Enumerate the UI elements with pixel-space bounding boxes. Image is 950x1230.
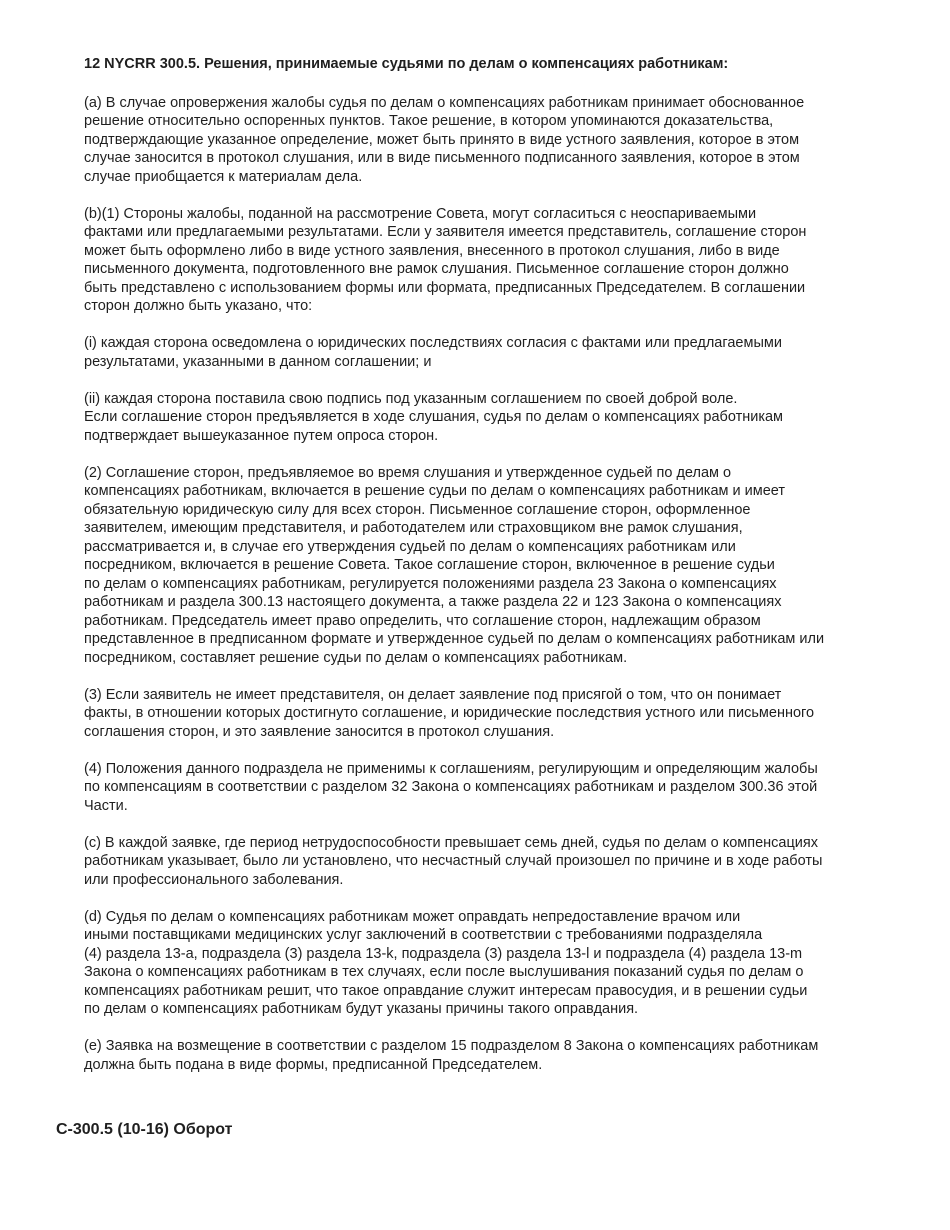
form-identifier: C-300.5 (10-16) Оборот <box>56 1121 233 1138</box>
paragraph-c <box>84 834 884 890</box>
paragraph-b3 <box>84 686 884 742</box>
paragraph-line: подтверждающие указанное определение, может быть принято в виде устного заявления, которое в этом <box>84 131 800 148</box>
paragraph-line: результатами, указанными в данном соглашении; и <box>84 353 432 370</box>
paragraph-line: (ii) каждая сторона поставила свою подпись под указанным соглашением по своей доброй воле. <box>84 390 738 407</box>
paragraph-line: (i) каждая сторона осведомлена о юридических последствиях согласия с фактами или предлагаемыми <box>84 335 782 351</box>
paragraph-line: по делам о компенсациях работникам будут указаны причины такого оправдания. <box>84 1001 639 1017</box>
paragraph-line: (a) В случае опровержения жалобы судья по делам о компенсациях работникам принимает обоснованное <box>84 94 805 111</box>
paragraph-line: подтверждает вышеуказанное путем опроса сторон. <box>84 427 439 444</box>
paragraph-line: рассматривается и, в случае его утверждения судьей по делам о компенсациях работникам или <box>84 538 736 555</box>
paragraph-line: случае приобщается к материалам дела. <box>84 168 363 185</box>
paragraph-line: факты, в отношении которых достигнуто соглашение, и юридические последствия устного или письменного <box>84 705 815 721</box>
paragraph-line: иными поставщиками медицинских услуг заключений в соответствии с требованиями подразделяла <box>84 927 763 943</box>
paragraph-line: посредником, составляет решение судьи по делам о компенсациях работникам. <box>84 649 628 666</box>
paragraph-line: обязательную юридическую силу для всех сторон. Письменное соглашение сторон, оформленное <box>84 501 751 518</box>
paragraph-line: (b)(1) Стороны жалобы, поданной на рассмотрение Совета, могут согласиться с неоспариваемыми <box>84 205 757 222</box>
paragraph-line: случае заносится в протокол слушания, или в виде письменного подписанного заявления, которое в этом <box>84 150 800 166</box>
paragraph-line: компенсациях работникам, включается в решение судьи по делам о компенсациях работникам и имеет <box>84 483 785 499</box>
paragraph-line: работникам указывает, было ли установлено, что несчастный случай произошел по причине и в ходе работы <box>84 853 823 869</box>
paragraph-line: (c) В каждой заявке, где период нетрудоспособности превышает семь дней, судья по делам о компенсациях <box>84 834 818 851</box>
paragraph-list <box>84 94 884 1075</box>
paragraph-b4 <box>84 760 884 816</box>
paragraph-line: Части. <box>84 797 128 814</box>
paragraph-line: по делам о компенсациях работникам, регулируется положениями раздела 23 Закона о компенсациях <box>84 575 777 592</box>
paragraph-line: письменного документа, подготовленного вне рамок слушания. Письменное соглашение сторон должно <box>84 261 789 277</box>
paragraph-line: или профессионального заболевания. <box>84 871 344 888</box>
paragraph-d <box>84 908 884 1019</box>
paragraph-b1-ii <box>84 390 884 446</box>
paragraph-line: (3) Если заявитель не имеет представителя, он делает заявление под присягой о том, что он понимает <box>84 686 782 703</box>
paragraph-b1 <box>84 205 884 316</box>
paragraph-line: (e) Заявка на возмещение в соответствии с разделом 15 подразделом 8 Закона о компенсациях работникам <box>84 1038 819 1054</box>
paragraph-line: (d) Судья по делам о компенсациях работникам может оправдать непредоставление врачом или <box>84 908 741 925</box>
paragraph-e <box>84 1037 884 1074</box>
document-body <box>84 55 884 1093</box>
paragraph-line: фактами или предлагаемыми результатами. Если у заявителя имеется представитель, соглашение сторон <box>84 224 807 240</box>
paragraph-a <box>84 94 884 187</box>
paragraph-line: посредником, включается в решение Совета. Такое соглашение сторон, включенное в решение судьи <box>84 557 775 573</box>
paragraph-line: представленное в предписанном формате и утвержденное судьей по делам о компенсациях работникам или <box>84 631 825 647</box>
paragraph-line: работникам. Председатель имеет право определить, что соглашение сторон, надлежащим образом <box>84 612 761 629</box>
paragraph-line: Закона о компенсациях работникам в тех случаях, если после выслушивания показаний судья по делам о <box>84 964 804 980</box>
paragraph-line: сторон должно быть указано, что: <box>84 298 313 314</box>
paragraph-b1-i <box>84 334 884 371</box>
paragraph-line: должна быть подана в виде формы, предписанной Председателем. <box>84 1056 543 1073</box>
paragraph-line: заявителем, имеющим представителя, и работодателем или страховщиком вне рамок слушания, <box>84 520 743 536</box>
paragraph-line: решение относительно оспоренных пунктов. Такое решение, в котором упоминаются доказательства, <box>84 113 774 129</box>
paragraph-line: (4) раздела 13-a, подраздела (3) раздела 13-k, подраздела (3) раздела 13-l и подраздела (4) раздела 13-m <box>84 945 803 962</box>
paragraph-line: соглашения сторон, и это заявление заносится в протокол слушания. <box>84 723 555 740</box>
paragraph-line: компенсациях работникам решит, что такое оправдание служит интересам правосудия, и в решении судьи <box>84 982 808 999</box>
document-title: 12 NYCRR 300.5. Решения, принимаемые судьями по делам о компенсациях работникам: <box>84 56 729 72</box>
paragraph-line: быть представлено с использованием формы или формата, предписанных Председателем. В соглашении <box>84 279 806 296</box>
paragraph-line: (4) Положения данного подраздела не применимы к соглашениям, регулирующим и определяющим жалобы <box>84 760 818 777</box>
paragraph-line: работникам и раздела 300.13 настоящего документа, а также раздела 22 и 123 Закона о компенсациях <box>84 594 782 610</box>
paragraph-line: Если соглашение сторон предъявляется в ходе слушания, судья по делам о компенсациях работникам <box>84 409 784 425</box>
paragraph-line: (2) Соглашение сторон, предъявляемое во время слушания и утвержденное судьей по делам о <box>84 464 732 481</box>
paragraph-line: по компенсациям в соответствии с разделом 32 Закона о компенсациях работникам и разделом 300.36 этой <box>84 779 818 795</box>
paragraph-b2 <box>84 464 884 668</box>
paragraph-line: может быть оформлено либо в виде устного заявления, внесенного в протокол слушания, либо в виде <box>84 242 780 259</box>
